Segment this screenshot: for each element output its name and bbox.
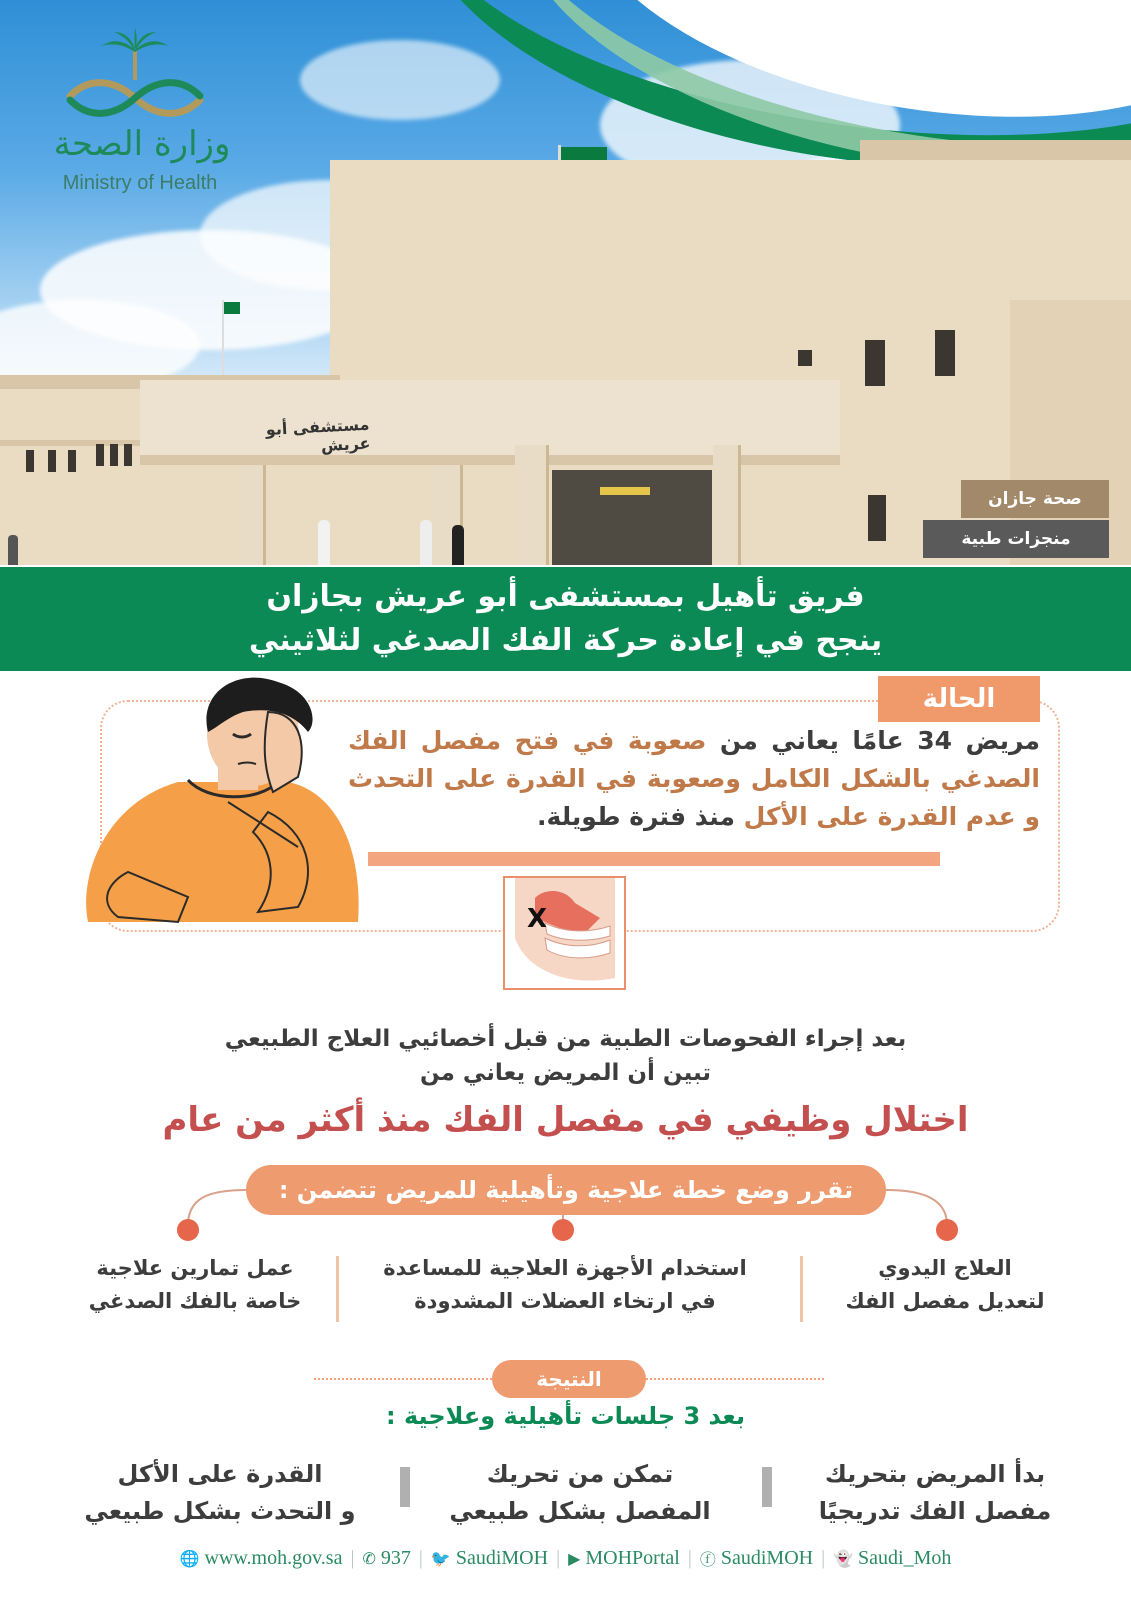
footer-contacts: 🌐 www.moh.gov.sa | ✆ 937 | 🐦 SaudiMOH | ▶ MOHPortal | ⓕ SaudiMOH | 👻 Saudi_Moh — [0, 1538, 1131, 1578]
region-tag: صحة جازان — [961, 480, 1109, 518]
plan-item-line: استخدام الأجهزة العلاجية للمساعدة — [383, 1256, 747, 1280]
case-label: الحالة — [878, 676, 1040, 722]
footer-snapchat[interactable] — [825, 1547, 959, 1570]
globe-icon: 🌐 — [179, 1548, 200, 1568]
result-item-line: و التحدث بشكل طبيعي — [84, 1497, 356, 1525]
phone-text: 937 — [380, 1546, 411, 1569]
footer-phone[interactable] — [354, 1547, 418, 1570]
snapchat-text: Saudi_Moh — [858, 1546, 952, 1569]
case-text-part1: مريض 34 عامًا يعاني من — [706, 726, 1040, 755]
moh-logo — [30, 28, 240, 198]
facebook-icon: ⓕ — [699, 1549, 716, 1569]
footer-facebook[interactable] — [692, 1547, 821, 1570]
footer-youtube[interactable] — [560, 1547, 688, 1570]
case-underline-decoration — [368, 852, 940, 866]
plan-item-devices — [350, 1252, 780, 1318]
result-item-line: القدرة على الأكل — [117, 1460, 323, 1488]
plan-heading: تقرر وضع خطة علاجية وتأهيلية للمريض تتضمن : — [246, 1165, 886, 1215]
logo-english-text: Ministry of Health — [62, 172, 218, 194]
footer-website[interactable] — [172, 1547, 351, 1570]
divider — [400, 1467, 410, 1507]
divider — [800, 1256, 803, 1322]
case-highlight: صعوبة في فتح مفصل الفك الصدغي بالشكل الكامل وصعوبة في القدرة على التحدث و عدم القدرة على الأكل — [348, 726, 1040, 831]
case-text-part2: منذ فترة طويلة. — [537, 802, 744, 831]
youtube-icon: ▶ — [568, 1548, 581, 1568]
phone-icon: ✆ — [362, 1548, 376, 1568]
result-item-normal — [420, 1456, 740, 1530]
footer-twitter[interactable] — [423, 1547, 556, 1570]
result-label: النتيجة — [492, 1360, 646, 1398]
diagnosis-text: اختلال وظيفي في مفصل الفك منذ أكثر من عام — [162, 1100, 969, 1140]
twitter-icon: 🐦 — [430, 1548, 451, 1568]
twitter-text: SaudiMOH — [455, 1546, 549, 1569]
result-item-line: المفصل بشكل طبيعي — [449, 1497, 711, 1525]
headline-line-2: ينجح في إعادة حركة الفك الصدغي لثلاثيني — [248, 623, 883, 658]
jaw-joint-icon — [503, 876, 626, 990]
result-item-eat-talk — [50, 1456, 390, 1530]
headline-bar — [0, 567, 1131, 671]
plan-item-line: عمل تمارين علاجية — [96, 1256, 294, 1280]
hospital-sign: مستشفى أبو عريش — [265, 414, 371, 456]
result-subtitle: بعد 3 جلسات تأهيلية وعلاجية : — [386, 1402, 745, 1430]
youtube-text: MOHPortal — [585, 1546, 680, 1569]
headline-line-1: فريق تأهيل بمستشفى أبو عريش بجازان — [266, 579, 865, 614]
hero-photo — [0, 0, 1131, 565]
exam-line-2: تبين أن المريض يعاني من — [419, 1060, 711, 1086]
category-tag: منجزات طبية — [923, 520, 1109, 558]
patient-illustration — [68, 672, 368, 934]
logo-arabic-text: وزارة الصحة — [53, 124, 231, 164]
plan-item-line: في ارتخاء العضلات المشدودة — [414, 1289, 716, 1313]
snapchat-icon: 👻 — [833, 1548, 854, 1568]
palm-swords-logo-icon — [30, 28, 240, 128]
website-text: www.moh.gov.sa — [204, 1546, 343, 1569]
plan-item-line: خاصة بالفك الصدغي — [88, 1289, 302, 1313]
result-item-line: بدأ المريض بتحريك — [824, 1460, 1046, 1488]
divider — [336, 1256, 339, 1322]
plan-item-exercises — [60, 1252, 330, 1318]
jaw-x-mark: X — [527, 904, 548, 934]
result-item-line: مفصل الفك تدريجيًا — [818, 1497, 1052, 1525]
divider — [762, 1467, 772, 1507]
plan-item-line: لتعديل مفصل الفك — [845, 1289, 1045, 1313]
case-description — [348, 722, 1040, 836]
result-item-gradual — [790, 1456, 1080, 1530]
plan-item-manual — [820, 1252, 1070, 1318]
plan-item-line: العلاج اليدوي — [878, 1256, 1012, 1280]
facebook-text: SaudiMOH — [720, 1546, 814, 1569]
exam-line-1: بعد إجراء الفحوصات الطبية من قبل أخصائيي العلاج الطبيعي — [224, 1026, 907, 1052]
result-item-line: تمكن من تحريك — [486, 1460, 674, 1488]
